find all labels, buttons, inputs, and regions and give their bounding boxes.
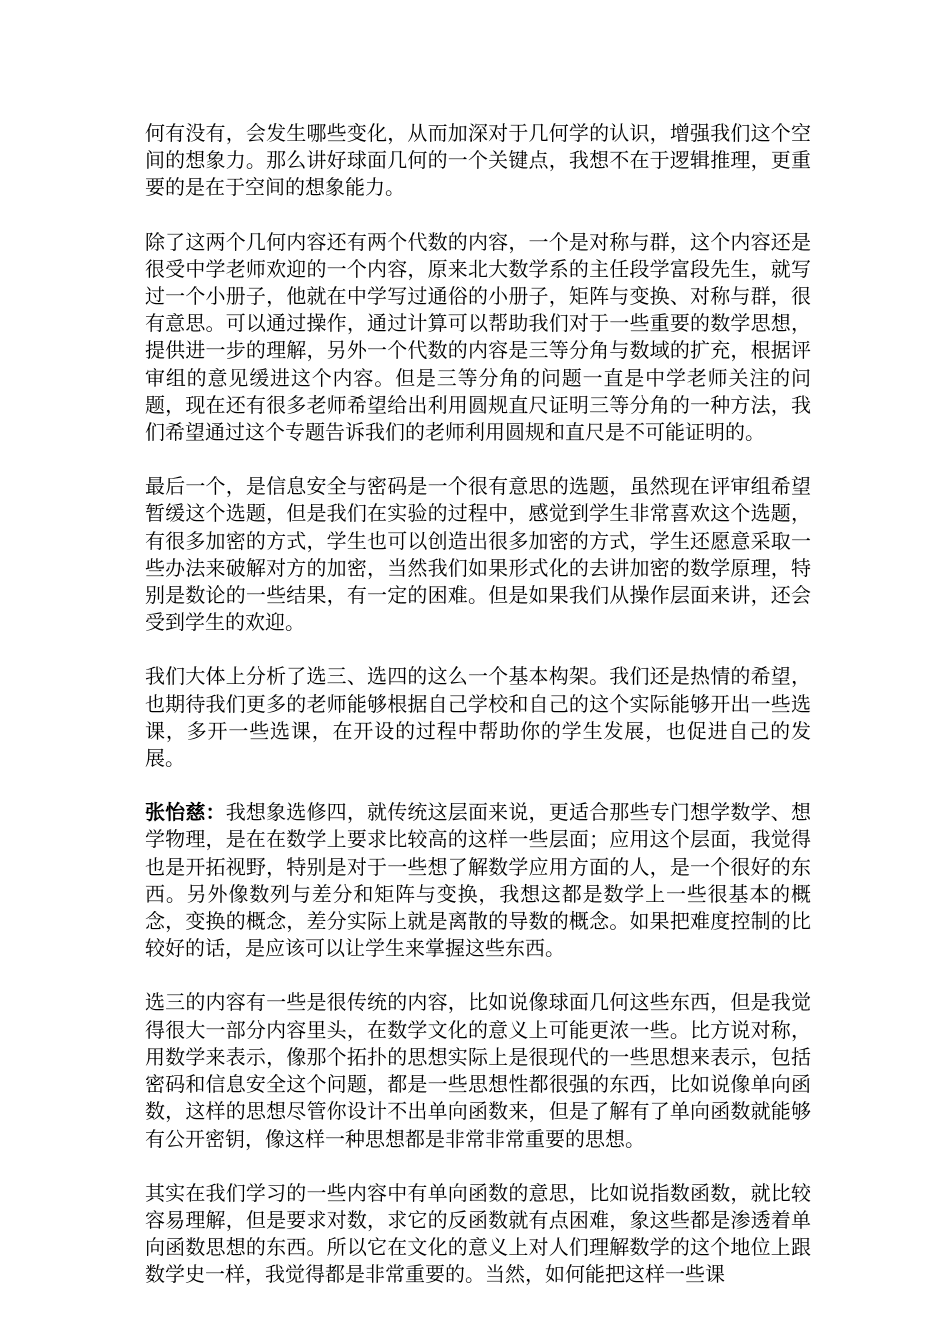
paragraph-1 <box>145 120 811 202</box>
paragraph-5 <box>145 799 811 962</box>
paragraph-7 <box>145 1180 811 1289</box>
paragraph-3 <box>145 473 811 636</box>
paragraph-text: 我们大体上分析了选三、选四的这么一个基本构架。我们还是热情的希望，也期待我们更多的老师能够根据自己学校和自己的这个实际能够开出一些选课，多开一些选课，在开设的过程中帮助你的学生发展，也促进自己的发展。 <box>145 664 811 771</box>
paragraph-text: 最后一个，是信息安全与密码是一个很有意思的选题，虽然现在评审组希望暂缓这个选题，但是我们在实验的过程中，感觉到学生非常喜欢这个选题，有很多加密的方式，学生也可以创造出很多加密的方式，学生还愿意采取一些办法来破解对方的加密，当然我们如果形式化的去讲加密的数学原理，特别是数论的一些结果，有一定的困难。但是如果我们从操作层面来讲，还会受到学生的欢迎。 <box>145 474 811 635</box>
paragraph-text: 何有没有，会发生哪些变化，从而加深对于几何学的认识，增强我们这个空间的想象力。那么讲好球面几何的一个关键点，我想不在于逻辑推理，更重要的是在于空间的想象能力。 <box>145 121 811 200</box>
paragraph-2 <box>145 229 811 447</box>
speaker-name: 张怡慈： <box>145 800 226 825</box>
paragraph-text: 其实在我们学习的一些内容中有单向函数的意思，比如说指数函数，就比较容易理解，但是要求对数，求它的反函数就有点困难，象这些都是渗透着单向函数思想的东西。所以它在文化的意义上对人们理解数学的这个地位上跟数学史一样，我觉得都是非常重要的。当然，如何能把这样一些课 <box>145 1180 811 1287</box>
document-body <box>145 120 811 1316</box>
paragraph-4 <box>145 663 811 772</box>
paragraph-text: 选三的内容有一些是很传统的内容，比如说像球面几何这些东西，但是我觉得很大一部分内容里头，在数学文化的意义上可能更浓一些。比方说对称，用数学来表示，像那个拓扑的思想实际上是很现代的一些思想来表示，包括密码和信息安全这个问题，都是一些思想性都很强的东西，比如说像单向函数，这样的思想尽管你设计不出单向函数来，但是了解有了单向函数就能够有公开密钥，像这样一种思想都是非常非常重要的思想。 <box>145 990 811 1151</box>
paragraph-text: 除了这两个几何内容还有两个代数的内容，一个是对称与群，这个内容还是很受中学老师欢迎的一个内容，原来北大数学系的主任段学富段先生，就写过一个小册子，他就在中学写过通俗的小册子，矩阵与变换、对称与群，很有意思。可以通过操作，通过计算可以帮助我们对于一些重要的数学思想，提供进一步的理解，另外一个代数的内容是三等分角与数域的扩充，根据评审组的意见缓进这个内容。但是三等分角的问题一直是中学老师关注的问题，现在还有很多老师希望给出利用圆规直尺证明三等分角的一种方法，我们希望通过这个专题告诉我们的老师利用圆规和直尺是不可能证明的。 <box>145 229 811 445</box>
paragraph-6 <box>145 989 811 1152</box>
paragraph-text: 我想象选修四，就传统这层面来说，更适合那些专门想学数学、想学物理，是在在数学上要求比较高的这样一些层面；应用这个层面，我觉得也是开拓视野，特别是对于一些想了解数学应用方面的人，是一个很好的东西。另外像数列与差分和矩阵与变换，我想这都是数学上一些很基本的概念，变换的概念，差分实际上就是离散的导数的概念。如果把难度控制的比较好的话，是应该可以让学生来掌握这些东西。 <box>145 800 811 961</box>
